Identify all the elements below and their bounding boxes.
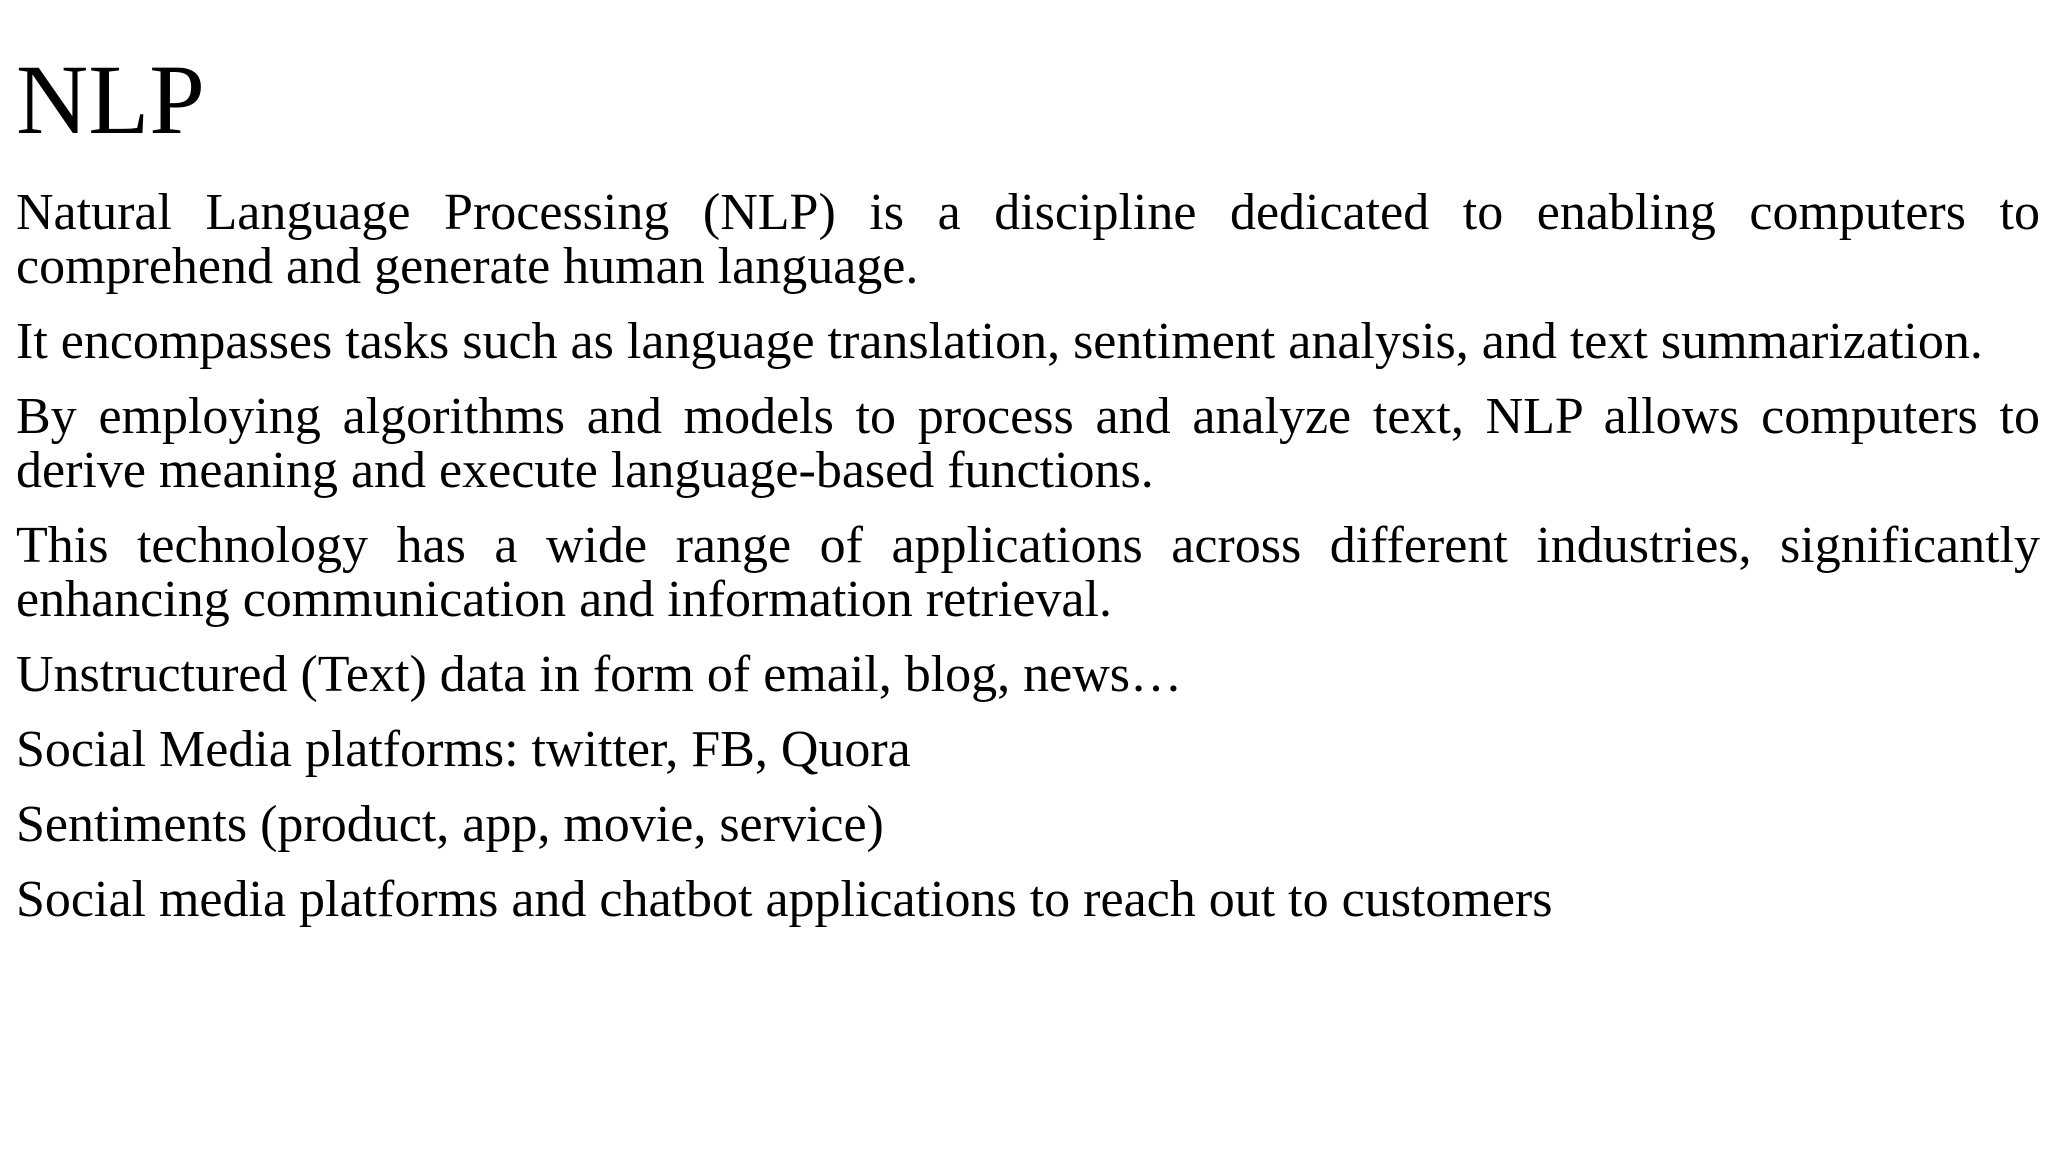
paragraph-unstructured-data: Unstructured (Text) data in form of email, blog, news… [16, 646, 1183, 703]
paragraph-sentiments: Sentiments (product, app, movie, service) [16, 796, 884, 853]
paragraph-nlp-definition: Natural Language Processing (NLP) is a discipline dedicated to enabling computers to comprehend and generate human language. [16, 184, 2040, 295]
slide-title: NLP [16, 44, 205, 155]
paragraph-nlp-tasks: It encompasses tasks such as language translation, sentiment analysis, and text summarization. [16, 313, 1983, 370]
paragraph-nlp-applications: This technology has a wide range of applications across different industries, significantly enhancing communication and information retrieval. [16, 517, 2040, 628]
slide-content [16, 44, 2040, 948]
paragraph-chatbot: Social media platforms and chatbot applications to reach out to customers [16, 871, 1553, 928]
paragraph-nlp-algorithms: By employing algorithms and models to process and analyze text, NLP allows computers to derive meaning and execute language-based functions. [16, 388, 2040, 499]
paragraph-social-media: Social Media platforms: twitter, FB, Quora [16, 721, 911, 778]
